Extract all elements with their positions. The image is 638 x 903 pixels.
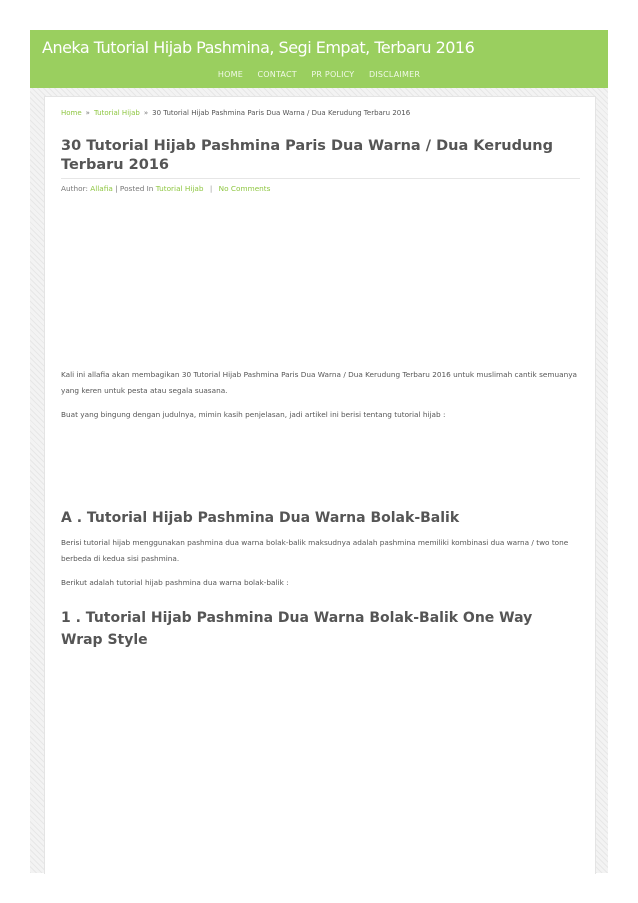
nav-disclaimer[interactable]: DISCLAIMER [368,70,421,79]
main-nav [30,70,608,79]
nav-contact[interactable]: CONTACT [257,70,297,79]
breadcrumb-home[interactable]: Home [61,109,82,117]
section-a-paragraph: Berisi tutorial hijab menggunakan pashmina dua warna bolak-balik maksudnya adalah pashmina memiliki kombinasi dua warna / two tone berbeda di kedua sisi pashmina. [61,538,569,563]
site-title[interactable]: Aneka Tutorial Hijab Pashmina, Segi Empat, Terbaru 2016 [42,38,475,57]
nav-home[interactable]: HOME [217,70,243,79]
post-meta [61,184,270,193]
post-content [44,96,596,874]
post-title: 30 Tutorial Hijab Pashmina Paris Dua Warna / Dua Kerudung Terbaru 2016 [61,138,553,173]
meta-divider: | [209,184,213,193]
nav-pr-policy[interactable]: PR POLICY [311,70,355,79]
author-link[interactable]: Allafia [90,184,113,193]
breadcrumb-category[interactable]: Tutorial Hijab [93,109,140,117]
breadcrumb-current: 30 Tutorial Hijab Pashmina Paris Dua Warna / Dua Kerudung Terbaru 2016 [152,109,411,117]
category-link[interactable]: Tutorial Hijab [155,184,204,193]
posted-label: | Posted In [115,184,154,193]
comments-link[interactable]: No Comments [218,184,271,193]
breadcrumb-separator: » [85,109,90,117]
intro-paragraph: Kali ini allafia akan membagikan 30 Tutorial Hijab Pashmina Paris Dua Warna / Dua Kerudung Terbaru 2016 untuk muslimah cantik semuanya yang keren untuk pesta atau segala suasana. [61,370,577,395]
intro-paragraph-2: Buat yang bingung dengan judulnya, mimin kasih penjelasan, jadi artikel ini berisi tentang tutorial hijab : [61,410,446,419]
section-1-heading: 1 . Tutorial Hijab Pashmina Dua Warna Bolak-Balik One Way Wrap Style [61,610,533,648]
site-header [30,30,608,88]
section-a-heading: A . Tutorial Hijab Pashmina Dua Warna Bolak-Balik [61,510,460,526]
breadcrumb [61,109,410,117]
breadcrumb-separator: » [143,109,149,117]
section-a-paragraph-2: Berikut adalah tutorial hijab pashmina dua warna bolak-balik : [61,578,289,587]
title-divider [61,178,580,179]
author-label: Author: [61,184,88,193]
